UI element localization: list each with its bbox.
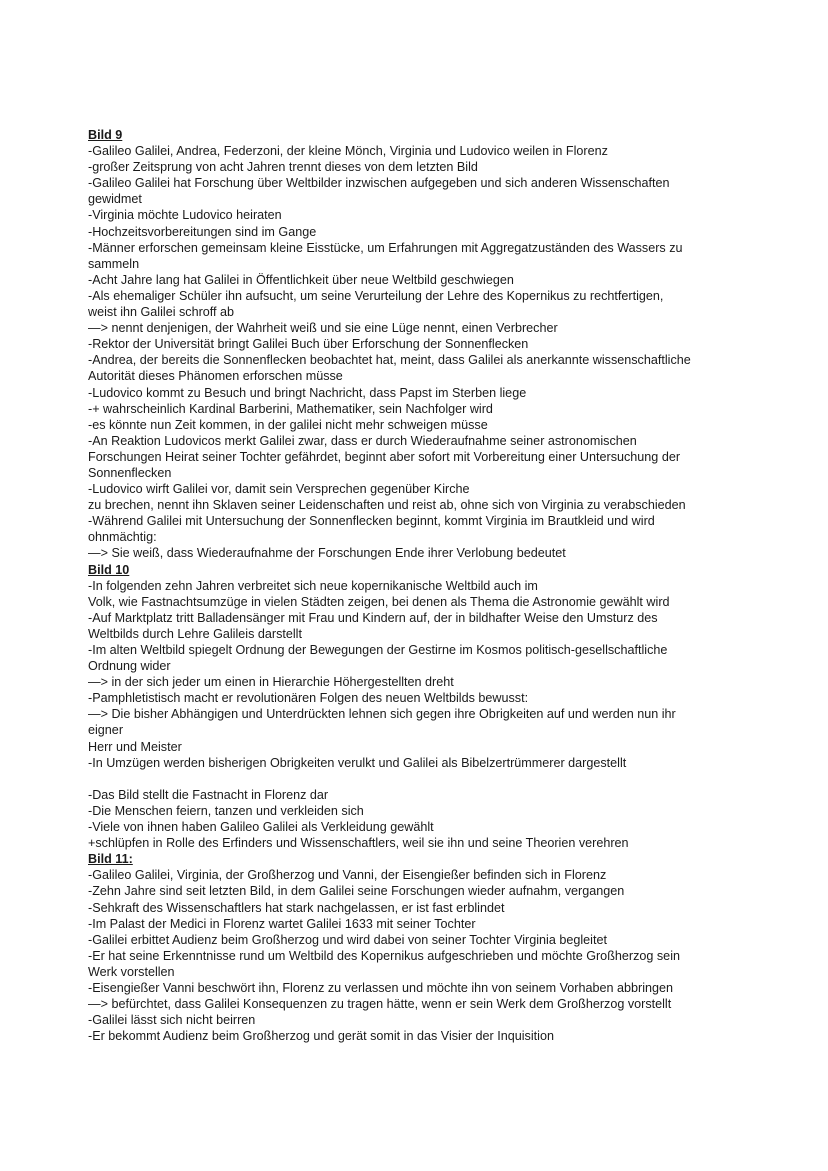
text-line: -Im Palast der Medici in Florenz wartet Galilei 1633 mit seiner Tochter — [88, 916, 476, 931]
text-line: -In Umzügen werden bisherigen Obrigkeiten verulkt und Galilei als Bibelzertrümmerer dargestellt — [88, 755, 627, 770]
text-line: -es könnte nun Zeit kommen, in der galilei nicht mehr schweigen müsse — [88, 417, 488, 432]
text-line: —> Sie weiß, dass Wiederaufnahme der Forschungen Ende ihrer Verlobung bedeutet — [88, 546, 566, 561]
text-line: -Männer erforschen gemeinsam kleine Eisstücke, um Erfahrungen mit Aggregatzuständen des Wassers zu — [88, 240, 683, 255]
text-line: -Im alten Weltbild spiegelt Ordnung der Bewegungen der Gestirne im Kosmos politisch-gesellschaftliche — [88, 643, 668, 657]
text-line: -Acht Jahre lang hat Galilei in Öffentlichkeit über neue Weltbild geschwiegen — [88, 272, 514, 287]
text-line: —> nennt denjenigen, der Wahrheit weiß und sie eine Lüge nennt, einen Verbrecher — [88, 321, 558, 336]
text-line: -Er hat seine Erkenntnisse rund um Weltbild des Kopernikus aufgeschrieben und möchte Großherzog sein — [88, 948, 680, 963]
text-line: -Eisengießer Vanni beschwört ihn, Florenz zu verlassen und möchte ihn von seinem Vorhaben abbringen — [88, 980, 674, 995]
section-bild-10 — [88, 562, 748, 852]
text-line: zu brechen, nennt ihn Sklaven seiner Leidenschaften und reist ab, ohne sich von Virginia zu verabschieden — [88, 498, 686, 513]
section-bild-11 — [88, 851, 748, 1044]
text-line: ohnmächtig: — [88, 530, 157, 545]
text-line: Volk, wie Fastnachtsumzüge in vielen Städten zeigen, bei denen als Thema die Astronomie gewählt wird — [88, 594, 670, 609]
text-line: -Er bekommt Audienz beim Großherzog und gerät somit in das Visier der Inquisition — [88, 1029, 554, 1044]
text-line: -Ludovico kommt zu Besuch und bringt Nachricht, dass Papst im Sterben liege — [88, 385, 527, 400]
text-line: -Viele von ihnen haben Galileo Galilei als Verkleidung gewählt — [88, 820, 434, 835]
text-line: —> befürchtet, dass Galilei Konsequenzen zu tragen hätte, wenn er sein Werk dem Großherzog vorstellt — [88, 997, 672, 1012]
text-line: -Hochzeitsvorbereitungen sind im Gange — [88, 224, 317, 239]
text-line: -Zehn Jahre sind seit letzten Bild, in dem Galilei seine Forschungen wieder aufnahm, vergangen — [88, 884, 625, 899]
text-line: +schlüpfen in Rolle des Erfinders und Wissenschaftlers, weil sie ihn und seine Theorien verehren — [88, 836, 629, 851]
text-line: —> in der sich jeder um einen in Hierarchie Höhergestellten dreht — [88, 675, 454, 690]
text-line: weist ihn Galilei schroff ab — [88, 305, 235, 320]
text-line: -Sehkraft des Wissenschaftlers hat stark nachgelassen, er ist fast erblindet — [88, 900, 505, 915]
text-line: -großer Zeitsprung von acht Jahren trennt dieses von dem letzten Bild — [88, 160, 478, 175]
text-line: -Galilei lässt sich nicht beirren — [88, 1013, 256, 1028]
text-line: -Rektor der Universität bringt Galilei Buch über Erforschung der Sonnenflecken — [88, 337, 529, 352]
text-line: -Virginia möchte Ludovico heiraten — [88, 208, 282, 223]
text-line: Autorität dieses Phänomen erforschen müsse — [88, 369, 343, 384]
section-heading: Bild 10 — [88, 562, 130, 577]
text-line: -Galileo Galilei, Virginia, der Großherzog und Vanni, der Eisengießer befinden sich in Florenz — [88, 868, 607, 883]
text-line: -Galileo Galilei, Andrea, Federzoni, der kleine Mönch, Virginia und Ludovico weilen in Florenz — [88, 144, 608, 159]
text-line: gewidmet — [88, 192, 142, 207]
text-line: -Galilei erbittet Audienz beim Großherzog und wird dabei von seiner Tochter Virginia begleitet — [88, 932, 607, 947]
text-line: Ordnung wider — [88, 659, 171, 674]
section-heading: Bild 9 — [88, 128, 123, 142]
text-line: -In folgenden zehn Jahren verbreitet sich neue kopernikanische Weltbild auch im — [88, 578, 538, 593]
text-line: Weltbilds durch Lehre Galileis darstellt — [88, 626, 302, 641]
document-page — [88, 127, 748, 1044]
text-line: -Galileo Galilei hat Forschung über Weltbilder inzwischen aufgegeben und sich anderen Wissenschaften — [88, 176, 670, 191]
text-line: -Als ehemaliger Schüler ihn aufsucht, um seine Verurteilung der Lehre des Kopernikus zu rechtfertigen, — [88, 288, 664, 303]
text-line: Sonnenflecken — [88, 465, 172, 480]
text-line: -Andrea, der bereits die Sonnenflecken beobachtet hat, meint, dass Galilei als anerkannte wissenschaftliche — [88, 353, 691, 368]
text-line: -An Reaktion Ludovicos merkt Galilei zwar, dass er durch Wiederaufnahme seiner astronomischen — [88, 433, 637, 448]
text-line: Herr und Meister — [88, 739, 182, 754]
text-line: -Ludovico wirft Galilei vor, damit sein Versprechen gegenüber Kirche — [88, 482, 470, 497]
text-line: -Das Bild stellt die Fastnacht in Florenz dar — [88, 787, 329, 802]
text-line: eigner — [88, 723, 124, 738]
section-heading: Bild 11: — [88, 852, 133, 867]
text-line: Werk vorstellen — [88, 964, 175, 979]
text-line: -Pamphletistisch macht er revolutionären Folgen des neuen Weltbilds bewusst: — [88, 691, 529, 706]
text-line: Forschungen Heirat seiner Tochter gefährdet, beginnt aber sofort mit Vorbereitung einer Untersuchung der — [88, 449, 681, 464]
blank-line — [88, 771, 748, 787]
text-line: -Die Menschen feiern, tanzen und verkleiden sich — [88, 803, 364, 818]
text-line: -Auf Marktplatz tritt Balladensänger mit Frau und Kindern auf, der in bildhafter Weise den Umsturz des — [88, 610, 658, 625]
text-line: —> Die bisher Abhängigen und Unterdrückten lehnen sich gegen ihre Obrigkeiten auf und werden nun ihr — [88, 707, 676, 722]
text-line: sammeln — [88, 256, 140, 271]
text-line: -+ wahrscheinlich Kardinal Barberini, Mathematiker, sein Nachfolger wird — [88, 401, 493, 416]
text-line: -Während Galilei mit Untersuchung der Sonnenflecken beginnt, kommt Virginia im Brautkleid und wird — [88, 514, 655, 529]
section-bild-9 — [88, 127, 748, 562]
